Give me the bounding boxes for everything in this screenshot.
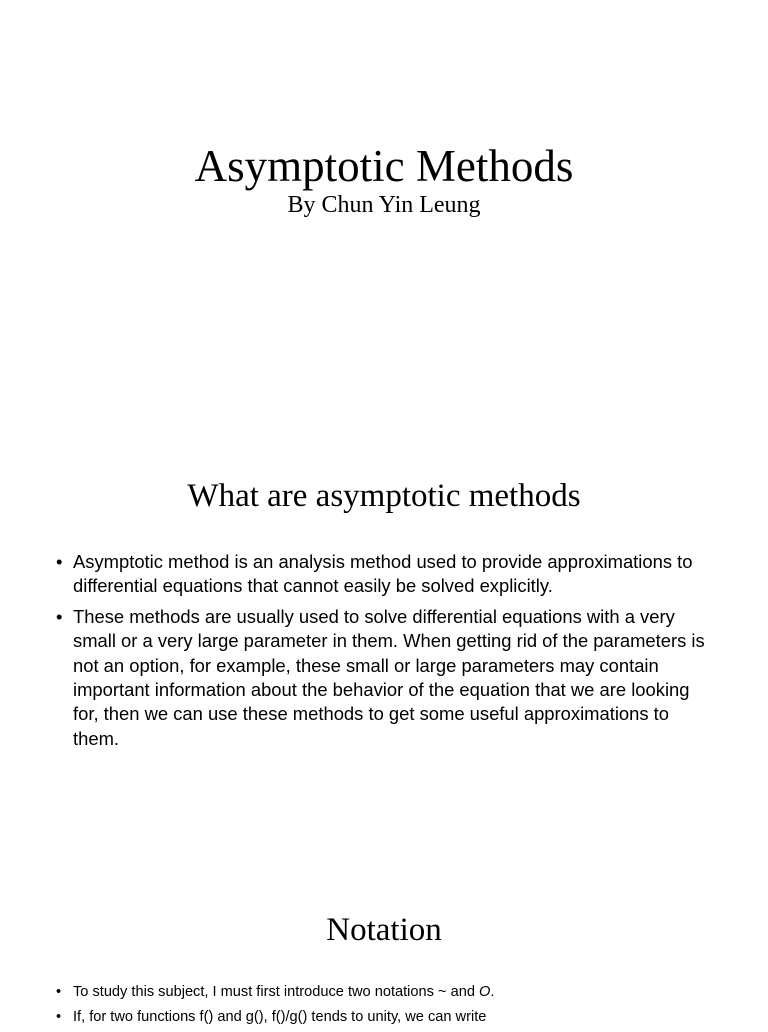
bullet-icon: • [56, 984, 62, 1000]
slide-heading: Notation [326, 912, 442, 948]
bullet-text: If, for two functions f() and g(), f()/g() tends to unity, we can write [73, 1009, 487, 1025]
bullet-item [56, 982, 716, 1002]
bullet-text: To study this subject, I must first introduce two notations ~ and [73, 984, 479, 1000]
title-slide [0, 0, 768, 400]
bullet-text: Asymptotic method is an analysis method used to provide approximations to differential equations that cannot easily be solved explicitly. [73, 551, 693, 597]
bullet-item [56, 550, 716, 599]
notation-slide [0, 900, 768, 1024]
bullet-item [56, 1007, 716, 1027]
slide-heading: What are asymptotic methods [187, 478, 581, 514]
bullet-text-end: . [490, 984, 495, 1000]
definition-slide [0, 470, 768, 800]
bullet-text: These methods are usually used to solve differential equations with a very small or a very large parameter in them. When getting rid of the parameters is not an option, for example, these small or large parameters may contain important information about the behavior of the equation that we are looking for, then we can use these methods to get some useful approximations to them. [73, 605, 705, 749]
bullet-icon: • [56, 1009, 62, 1025]
bullet-list [56, 982, 716, 1032]
presentation-subtitle: By Chun Yin Leung [287, 192, 481, 218]
bullet-icon: • [56, 605, 63, 627]
bullet-icon: • [56, 551, 63, 572]
bullet-item [56, 605, 716, 751]
big-o-symbol: O [479, 984, 491, 1000]
presentation-title: Asymptotic Methods [194, 141, 574, 191]
bullet-list [56, 550, 716, 757]
